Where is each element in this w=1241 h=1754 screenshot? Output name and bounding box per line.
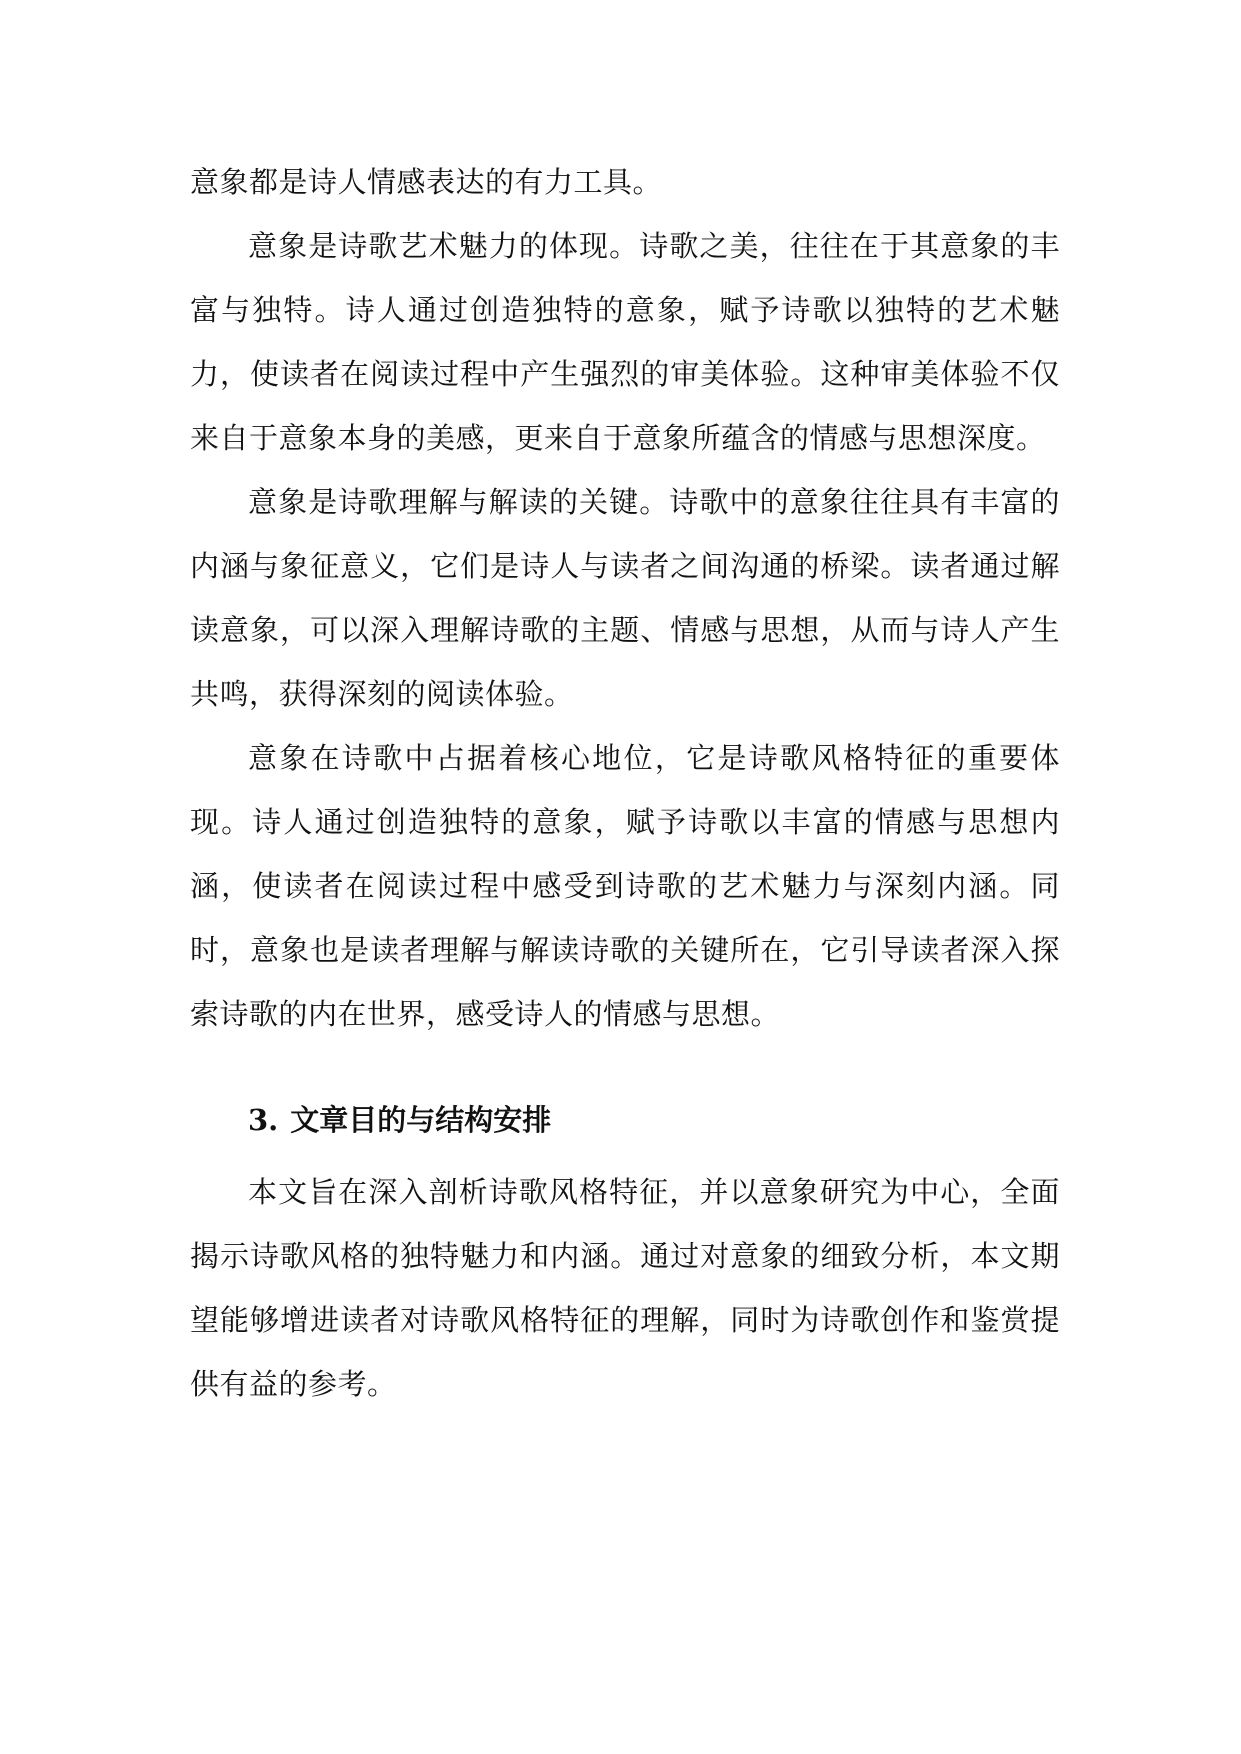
paragraph-purpose: 本文旨在深入剖析诗歌风格特征，并以意象研究为中心，全面揭示诗歌风格的独特魅力和内涵。通过对意象的细致分析，本文期望能够增进读者对诗歌风格特征的理解，同时为诗歌创作和鉴赏提供有益的参考。 <box>190 1175 1060 1401</box>
paragraph-interpretation-key: 意象是诗歌理解与解读的关键。诗歌中的意象往往具有丰富的内涵与象征意义，它们是诗人与读者之间沟通的桥梁。读者通过解读意象，可以深入理解诗歌的主题、情感与思想，从而与诗人产生共鸣，获得深刻的阅读体验。 <box>190 485 1060 711</box>
paragraph-artistic-charm: 意象是诗歌艺术魅力的体现。诗歌之美，往往在于其意象的丰富与独特。诗人通过创造独特的意象，赋予诗歌以独特的艺术魅力，使读者在阅读过程中产生强烈的审美体验。这种审美体验不仅来自于意象本身的美感，更来自于意象所蕴含的情感与思想深度。 <box>190 229 1060 455</box>
section-number: 3. <box>248 1103 279 1137</box>
paragraph-core-status: 意象在诗歌中占据着核心地位，它是诗歌风格特征的重要体现。诗人通过创造独特的意象，赋予诗歌以丰富的情感与思想内涵，使读者在阅读过程中感受到诗歌的艺术魅力与深刻内涵。同时，意象也是读者理解与解读诗歌的关键所在，它引导读者深入探索诗歌的内在世界，感受诗人的情感与思想。 <box>190 741 1060 1031</box>
paragraph-continued: 意象都是诗人情感表达的有力工具。 <box>190 165 663 199</box>
document-page <box>190 150 1060 1416</box>
section-heading <box>190 1088 1060 1152</box>
section-title: 文章目的与结构安排 <box>290 1103 552 1137</box>
